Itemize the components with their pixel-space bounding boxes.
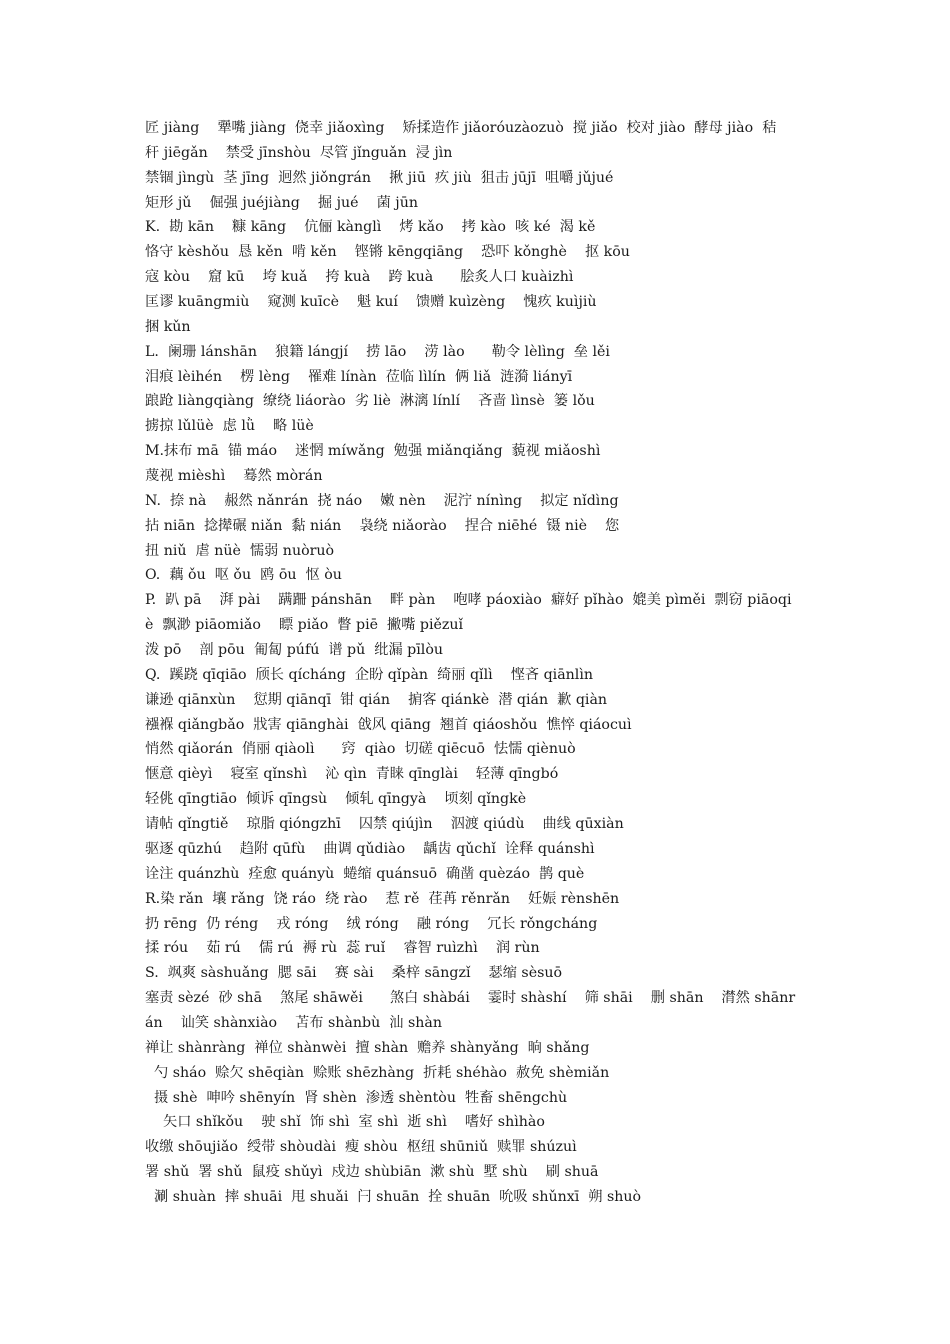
text-line: 襁褓 qiǎngbǎo 戕害 qiānghài 戗风 qiāng 翘首 qiáoshǒu 憔悴 qiáocuì: [145, 716, 632, 733]
text-line: N. 捺 nà 赧然 nǎnrán 挠 náo 嫩 nèn 泥泞 nínìng 拟定 nǐdìng: [145, 492, 619, 509]
text-line: O. 藕 ǒu 呕 ǒu 鸥 ōu 怄 òu: [145, 567, 342, 584]
text-line: 诠注 quánzhù 痊愈 quányù 蜷缩 quánsuō 确凿 quèzáo 鹊 què: [145, 865, 585, 882]
text-line: 驱逐 qūzhú 趋附 qūfù 曲调 qǔdiào 龋齿 qǔchǐ 诠释 quánshì: [145, 840, 595, 857]
text-line: R.染 rǎn 壤 rǎng 饶 ráo 绕 rào 惹 rě 荏苒 rěnrǎn 妊娠 rènshēn: [145, 890, 620, 907]
text-line: 矢口 shǐkǒu 驶 shǐ 饰 shì 室 shì 逝 shì 嗜好 shìhào: [145, 1114, 545, 1131]
text-line: 摄 shè 呻吟 shēnyín 肾 shèn 渗透 shèntòu 牲畜 shēngchù: [145, 1089, 568, 1106]
text-line: 恪守 kèshǒu 恳 kěn 啃 kěn 铿锵 kēngqiāng 恐吓 kǒnghè 抠 kōu: [145, 244, 630, 261]
text-line: 扭 niǔ 虐 nüè 懦弱 nuòruò: [145, 542, 335, 559]
text-line: 泼 pō 剖 pōu 匍匐 púfú 谱 pǔ 纰漏 pīlòu: [145, 642, 444, 659]
text-line: 扔 rēng 仍 réng 戎 róng 绒 róng 融 róng 冗长 rǒngcháng: [145, 915, 598, 932]
pinyin-vocabulary-list: [145, 116, 810, 1210]
text-line: 秆 jiēgǎn 禁受 jīnshòu 尽管 jǐnguǎn 浸 jìn: [145, 144, 453, 161]
text-line: è 飘渺 piāomiǎo 瞟 piǎo 瞥 piē 撇嘴 piězuǐ: [145, 617, 464, 634]
text-line: S. 飒爽 sàshuǎng 腮 sāi 赛 sài 桑梓 sāngzǐ 瑟缩 sèsuō: [145, 965, 563, 982]
text-line: 收缴 shōujiǎo 绶带 shòudài 瘦 shòu 枢纽 shūniǔ 赎罪 shúzuì: [145, 1139, 577, 1156]
text-line: M.抹布 mā 锚 máo 迷惘 míwǎng 勉强 miǎnqiǎng 藐视 miǎoshì: [145, 443, 601, 460]
text-line: 泪痕 lèihén 楞 lèng 罹难 línàn 莅临 lìlín 俩 liǎ 涟漪 liányī: [145, 368, 573, 385]
text-line: 禁锢 jìngù 茎 jīng 迥然 jiǒngrán 揪 jiū 疚 jiù 狙击 jūjī 咀嚼 jǔjué: [145, 169, 614, 186]
text-line: P. 趴 pā 湃 pài 蹒跚 pánshān 畔 pàn 咆哮 páoxiào 癖好 pǐhào 媲美 pìměi 剽窃 piāoqi: [145, 592, 792, 609]
text-line: án 讪笑 shànxiào 苫布 shànbù 汕 shàn: [145, 1014, 442, 1031]
text-line: 勺 sháo 赊欠 shēqiàn 赊账 shēzhàng 折耗 shéhào 赦免 shèmiǎn: [145, 1064, 610, 1081]
text-line: 署 shǔ 署 shǔ 鼠疫 shǔyì 戍边 shùbiān 漱 shù 墅 shù 刷 shuā: [145, 1164, 599, 1181]
text-line: K. 勘 kān 糠 kāng 伉俪 kànglì 烤 kǎo 拷 kào 咳 ké 渴 kě: [145, 219, 596, 236]
text-line: 匠 jiàng 犟嘴 jiàng 侥幸 jiǎoxìng 矫揉造作 jiǎoróuzàozuò 搅 jiǎo 校对 jiào 酵母 jiào 秸: [145, 120, 777, 136]
text-line: 涮 shuàn 摔 shuāi 甩 shuǎi 闩 shuān 拴 shuān 吮吸 shǔnxī 朔 shuò: [145, 1188, 642, 1205]
text-line: 惬意 qièyì 寝室 qǐnshì 沁 qìn 青睐 qīnglài 轻薄 qīngbó: [145, 766, 559, 783]
text-line: 揉 róu 茹 rú 儒 rú 褥 rù 蕊 ruǐ 睿智 ruìzhì 润 rùn: [145, 940, 540, 957]
text-line: 蔑视 mièshì 蓦然 mòrán: [145, 468, 323, 485]
text-line: L. 阑珊 lánshān 狼籍 lángjí 捞 lāo 涝 lào 勒令 lèlìng 垒 lěi: [145, 343, 610, 360]
text-line: Q. 蹊跷 qīqiāo 颀长 qícháng 企盼 qǐpàn 绮丽 qǐlì 悭吝 qiānlìn: [145, 666, 594, 683]
text-line: 匡谬 kuāngmiù 窥测 kuīcè 魁 kuí 馈赠 kuìzèng 愧疚 kuìjiù: [145, 294, 597, 311]
text-line: 掳掠 lǔlüè 虑 lǜ 略 lüè: [145, 418, 314, 435]
text-line: 禅让 shànràng 禅位 shànwèi 擅 shàn 赡养 shànyǎng 晌 shǎng: [145, 1039, 590, 1056]
text-line: 塞责 sèzé 砂 shā 煞尾 shāwěi 煞白 shàbái 霎时 shàshí 筛 shāi 删 shān 潸然 shānr: [145, 990, 796, 1007]
text-line: 轻佻 qīngtiāo 倾诉 qīngsù 倾轧 qīngyà 顷刻 qǐngkè: [145, 791, 527, 808]
text-line: 捆 kǔn: [145, 318, 191, 335]
text-line: 矩形 jǔ 倔强 juéjiàng 掘 jué 菌 jūn: [145, 194, 418, 211]
text-line: 请帖 qǐngtiě 琼脂 qióngzhī 囚禁 qiújìn 泅渡 qiúdù 曲线 qūxiàn: [145, 816, 624, 833]
text-line: 谦逊 qiānxùn 愆期 qiānqī 钳 qián 掮客 qiánkè 潜 qián 歉 qiàn: [145, 691, 608, 708]
text-line: 悄然 qiǎorán 俏丽 qiàolì 窍 qiào 切磋 qiēcuō 怯懦 qiènuò: [145, 741, 576, 758]
text-line: 踉跄 liàngqiàng 缭绕 liáorào 劣 liè 淋漓 línlí 吝啬 lìnsè 篓 lǒu: [145, 393, 595, 410]
text-line: 寇 kòu 窟 kū 垮 kuǎ 挎 kuà 跨 kuà 脍炙人口 kuàizhì: [145, 269, 574, 286]
text-line: 拈 niān 捻撵碾 niǎn 黏 nián 袅绕 niǎorào 捏合 niēhé 镊 niè 您: [145, 517, 620, 534]
